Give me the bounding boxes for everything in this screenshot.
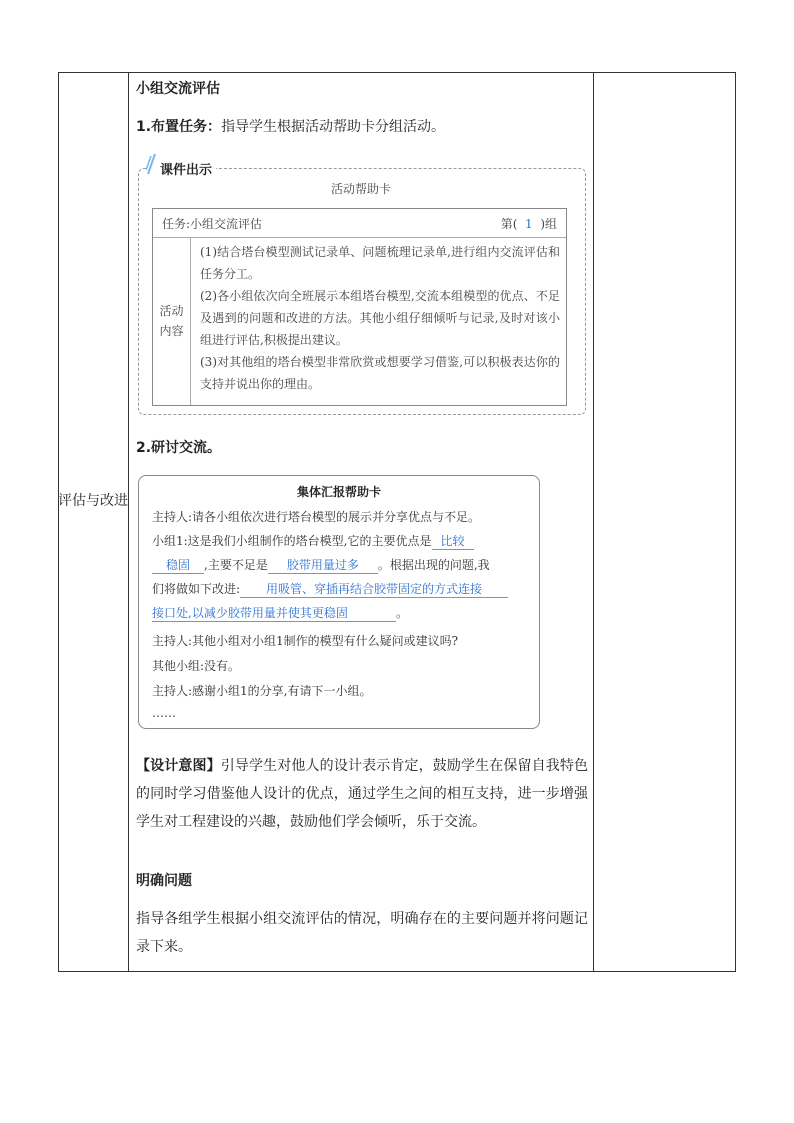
clarify-title: 明确问题: [136, 873, 192, 889]
table-left-border: [58, 72, 59, 972]
group-suffix: )组: [540, 217, 557, 231]
report-line: [152, 532, 474, 550]
activity-item: (3)对其他组的塔台模型非常欣赏或想要学习借鉴,可以积极表达你的支持并说出你的理由。: [200, 355, 560, 391]
design-intent: [136, 752, 588, 836]
activity-content-body: [200, 241, 560, 395]
report-line: 主持人:其他小组对小组1制作的模型有什么疑问或建议吗?: [152, 634, 459, 648]
activity-item: (1)结合塔台模型测试记录单、问题梳理记录单,进行组内交流评估和任务分工。: [200, 245, 560, 281]
courseware-tag: [146, 159, 216, 178]
report-text: ,主要不足是: [204, 558, 268, 572]
row-label: 评估与改进: [58, 493, 128, 509]
slash-decoration-icon: [146, 153, 156, 175]
activity-group: [501, 215, 557, 232]
report-line: [152, 556, 490, 574]
fill-improvement-1: 用吸管、穿插再结合胶带固定的方式连接: [240, 581, 508, 598]
activity-card-header-row: [153, 209, 566, 238]
fill-advantage-1: 比较: [432, 533, 474, 550]
report-line: 主持人:请各小组依次进行塔台模型的展示并分享优点与不足。: [152, 510, 481, 524]
report-text: 。根据出现的问题,我: [377, 558, 490, 572]
step2-title: 2.研讨交流。: [136, 440, 222, 456]
courseware-tag-label: 课件出示: [160, 163, 213, 178]
clarify-text: 指导各组学生根据小组交流评估的情况，明确存在的主要问题并将问题记录下来。: [136, 911, 588, 955]
design-intent-tag: 【设计意图】: [136, 758, 221, 774]
group-number: 1: [525, 217, 533, 231]
fill-weakness: 胶带用量过多: [268, 557, 378, 574]
report-text: 小组1:这是我们小组制作的塔台模型,它的主要优点是: [152, 534, 432, 548]
activity-card-title: 活动帮助卡: [330, 182, 391, 196]
section-title: 小组交流评估: [136, 81, 220, 97]
report-text: 。: [396, 606, 409, 620]
group-prefix: 第(: [500, 217, 518, 231]
activity-task: 任务:小组交流评估: [162, 217, 263, 231]
table-divider-2: [593, 72, 594, 972]
report-line: ……: [152, 706, 176, 720]
activity-item: (2)各小组依次向全班展示本组塔台模型,交流本组模型的优点、不足及遇到的问题和改进的方法。其他小组仔细倾听与记录,及时对该小组进行评估,积极提出建议。: [200, 289, 560, 347]
table-divider-1: [128, 72, 129, 972]
activity-content-label: [153, 237, 191, 405]
step1-paragraph: [136, 116, 445, 136]
report-line: 主持人:感谢小组1的分享,有请下一小组。: [152, 684, 372, 698]
report-line: 其他小组:没有。: [152, 659, 241, 673]
content-label-text: 活动内容: [159, 304, 184, 338]
table-top-border: [58, 72, 736, 73]
report-line: [152, 604, 408, 622]
report-text: 们将做如下改进:: [152, 582, 241, 596]
step1-label: 1.布置任务：: [136, 119, 222, 135]
table-right-border: [735, 72, 736, 972]
fill-advantage-2: 稳固: [152, 557, 204, 574]
table-bottom-border: [58, 971, 736, 972]
report-line: [152, 580, 508, 598]
step1-text: 指导学生根据活动帮助卡分组活动。: [221, 119, 446, 135]
design-intent-text: 引导学生对他人的设计表示肯定，鼓励学生在保留自我特色的同时学习借鉴他人设计的优点，通过学生之间的相互支持，进一步增强学生对工程建设的兴趣，鼓励他们学会倾听，乐于交流。: [136, 758, 589, 830]
fill-improvement-2: 接口处,以减少胶带用量并使其更稳固: [152, 605, 396, 622]
report-card-title: 集体汇报帮助卡: [296, 485, 381, 499]
